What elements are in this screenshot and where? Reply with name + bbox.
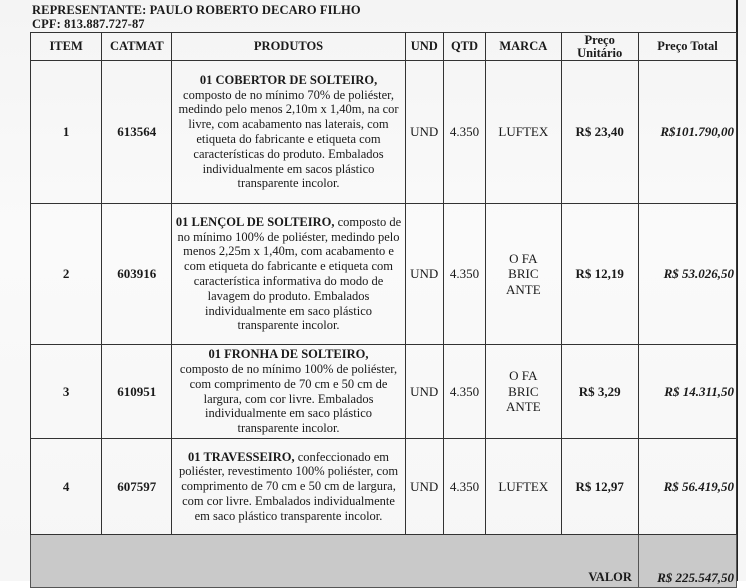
product-description: composto de no mínimo 100% de poliéster, com comprimento de 70 cm e 50 cm de largura, com cor livre. Embalados individualmente em saco plástico transparente incolor. — [179, 361, 398, 436]
representative-block — [32, 3, 361, 31]
table-row — [31, 439, 737, 535]
cell-preco-unitario: R$ 23,40 — [561, 61, 638, 204]
cell-catmat: 610951 — [102, 345, 172, 439]
product-title: 01 FRONHA DE SOLTEIRO, — [208, 347, 369, 362]
product-title: 01 TRAVESSEIRO, — [188, 449, 295, 464]
valor-total: R$ 225.547,50 — [638, 535, 736, 588]
header-catmat: CATMAT — [102, 33, 172, 61]
cell-product — [172, 345, 405, 439]
cell-product — [172, 61, 405, 204]
cell-preco-total: R$101.790,00 — [638, 61, 736, 204]
cell-preco-total: R$ 14.311,50 — [638, 345, 736, 439]
header-preco-unitario: Preço Unitário — [561, 33, 638, 61]
cell-preco-unitario: R$ 12,97 — [561, 439, 638, 535]
cell-preco-unitario: R$ 12,19 — [561, 204, 638, 345]
cell-marca: LUFTEX — [486, 61, 561, 204]
cell-catmat: 613564 — [102, 61, 172, 204]
representative-name: REPRESENTANTE: PAULO ROBERTO DECARO FILHO — [32, 3, 361, 17]
header-produtos: PRODUTOS — [172, 33, 405, 61]
marca-value: O FABRICANTE — [505, 368, 541, 415]
valor-label: VALOR — [31, 535, 639, 588]
cell-marca — [486, 345, 561, 439]
marca-value: O FABRICANTE — [505, 250, 541, 297]
product-title: 01 LENÇOL DE SOLTEIRO, — [175, 214, 335, 229]
table-header-row — [31, 33, 737, 61]
products-table — [30, 32, 737, 588]
cell-catmat: 607597 — [102, 439, 172, 535]
product-description: composto de no mínimo 100% de poliéster, medindo pelo menos 2,25m x 1,40m, com acabamento e com etiqueta do fabricante e etiqueta com característica informativa do modo de lavagem do produto. Embalados individualmente em saco plástico transparente incolor. — [177, 214, 402, 333]
cell-item: 3 — [31, 345, 102, 439]
cell-qtd: 4.350 — [443, 439, 485, 535]
cell-und: UND — [405, 204, 443, 345]
cell-item: 1 — [31, 61, 102, 204]
cell-qtd: 4.350 — [443, 61, 485, 204]
cell-preco-total: R$ 56.419,50 — [638, 439, 736, 535]
table-footer-row — [31, 535, 737, 588]
product-title: 01 COBERTOR DE SOLTEIRO, — [199, 72, 378, 87]
cell-preco-total: R$ 53.026,50 — [638, 204, 736, 345]
cell-qtd: 4.350 — [443, 204, 485, 345]
product-description: composto de no mínimo 70% de poliéster, medindo pelo menos 2,10m x 1,40m, na cor livre, com acabamento nas laterais, com etiqueta do fabricante e etiqueta com características do produto. Embalados individualmente em sacos plástico transparente incolor. — [178, 87, 399, 191]
cell-item: 2 — [31, 204, 102, 345]
header-item: ITEM — [31, 33, 102, 61]
table-row — [31, 61, 737, 204]
table-row — [31, 345, 737, 439]
cell-preco-unitario: R$ 3,29 — [561, 345, 638, 439]
cell-und: UND — [405, 439, 443, 535]
cell-item: 4 — [31, 439, 102, 535]
cell-und: UND — [405, 61, 443, 204]
product-description: confeccionado em poliéster, revestimento 100% poliéster, com comprimento de 70 cm e 50 cm de largura, com cor livre. Embalados individualmente em saco plástico transparente incolor. — [178, 449, 399, 523]
header-marca: MARCA — [486, 33, 561, 61]
header-qtd: QTD — [443, 33, 485, 61]
cell-product — [172, 204, 405, 345]
cell-product — [172, 439, 405, 535]
cell-catmat: 603916 — [102, 204, 172, 345]
cell-und: UND — [405, 345, 443, 439]
cell-marca — [486, 204, 561, 345]
header-preco-total: Preço Total — [638, 33, 736, 61]
representative-cpf: CPF: 813.887.727-87 — [32, 17, 145, 31]
cell-marca: LUFTEX — [486, 439, 561, 535]
header-und: UND — [405, 33, 443, 61]
cell-qtd: 4.350 — [443, 345, 485, 439]
table-row — [31, 204, 737, 345]
